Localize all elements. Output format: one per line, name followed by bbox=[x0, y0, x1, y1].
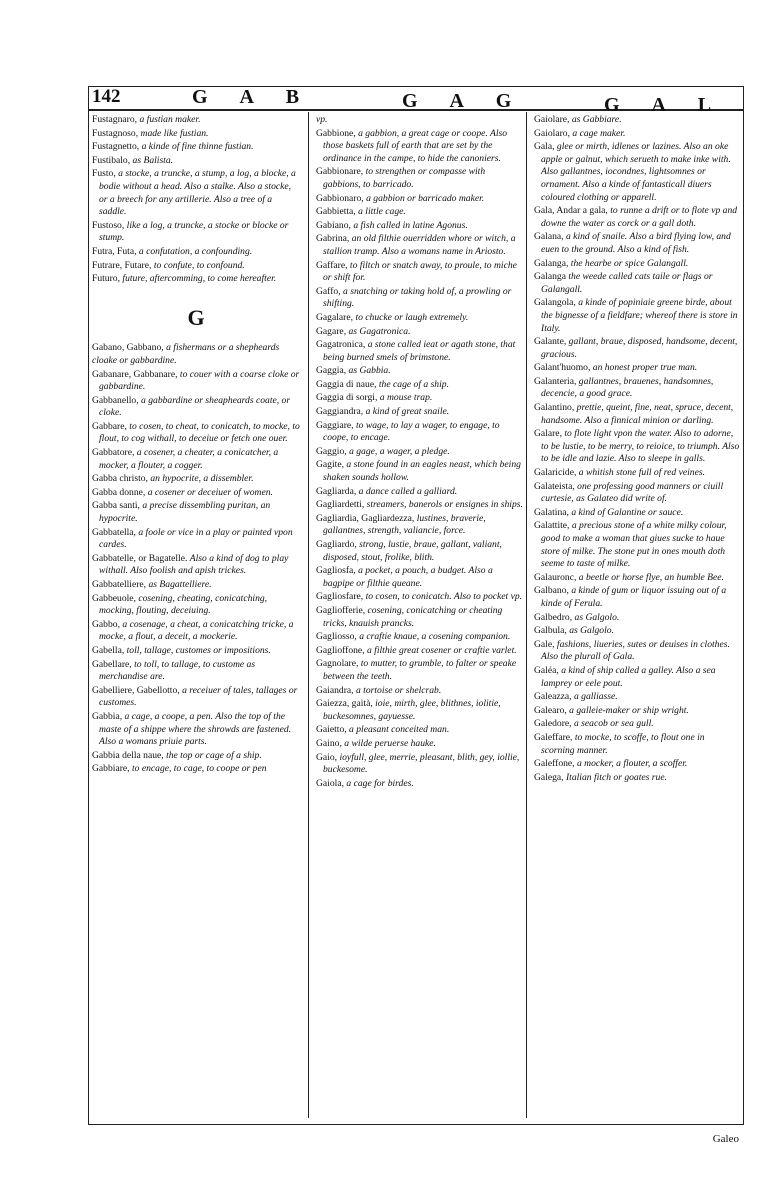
headword: Gagalare, bbox=[316, 311, 354, 323]
dictionary-entry bbox=[316, 698, 524, 723]
definition: the hearbe or spice Galangall. bbox=[570, 257, 689, 269]
headword: Gabbiare, bbox=[92, 763, 130, 775]
dictionary-entry bbox=[316, 446, 524, 459]
definition: as Gabbiare. bbox=[571, 114, 622, 125]
headword: Gaiolare, bbox=[534, 114, 570, 125]
definition: to cosen, to cheat, to conicatch, to mocke, to flout, to cog withall, to deceiue or fetch one ouer. bbox=[99, 420, 300, 445]
headword: Gaglioffone, bbox=[316, 644, 365, 656]
headword: Gagliarda, bbox=[316, 485, 357, 497]
headword: Galare, bbox=[534, 428, 562, 440]
dictionary-entry bbox=[316, 486, 524, 499]
headword: Galbula, bbox=[534, 625, 567, 637]
headword: Gagliofferie, bbox=[316, 604, 366, 616]
headword: Gabano, Gabbano, bbox=[92, 342, 164, 354]
headword: Gabelliere, Gabellotto, bbox=[92, 684, 180, 696]
definition: an old filthie ouerridden whore or witch, a stallion tramp. Also a womans name in Ariosto. bbox=[323, 233, 516, 257]
headword: Gaiezza, gaità, bbox=[316, 698, 373, 710]
definition: to confute, to confound. bbox=[153, 259, 245, 271]
dictionary-entry bbox=[92, 593, 300, 618]
dictionary-entry bbox=[92, 273, 300, 286]
headword: Galant'huomo, bbox=[534, 362, 591, 374]
running-head-left: G A B bbox=[192, 86, 314, 108]
definition: as Galgolo. bbox=[569, 625, 614, 637]
dictionary-entry bbox=[534, 336, 740, 361]
dictionary-entry bbox=[316, 420, 524, 445]
dictionary-entry bbox=[316, 565, 524, 590]
definition: a wilde peruerse hauke. bbox=[344, 737, 436, 749]
headword: Galeazza, bbox=[534, 691, 572, 703]
definition: a cage, a coope, a pen. Also the top of the maste of a shippe where the shrowds are fastened. Also a womans priuie parts. bbox=[99, 710, 292, 748]
dictionary-entry bbox=[92, 260, 300, 273]
definition: a precious stone of a white milky colour, good to make a woman that giues sucke to haue store of milke. The stone put in ones mouth doth seeme to taste of milke. bbox=[541, 520, 727, 570]
dictionary-entry bbox=[534, 758, 740, 771]
dictionary-entry bbox=[92, 155, 300, 168]
definition: a fishermans or a shepheards cloake or gabbardine. bbox=[92, 342, 280, 366]
column-rule bbox=[526, 112, 527, 1118]
definition: the cage of a ship. bbox=[378, 378, 449, 390]
headword: Fustagnetto, bbox=[92, 141, 140, 153]
dictionary-entry bbox=[534, 128, 740, 141]
headword: Gale, bbox=[534, 638, 555, 650]
dictionary-entry bbox=[534, 585, 740, 610]
dictionary-entry bbox=[92, 685, 300, 710]
headword: Galana, bbox=[534, 231, 564, 243]
definition: to flote light vpon the water. Also to adorne, to be lustie, to be merry, to reioice, to triumph. Also to be idle and lazie. Also to sleepe in galls. bbox=[541, 428, 740, 465]
dictionary-entry bbox=[316, 260, 524, 285]
dictionary-entry bbox=[316, 206, 524, 219]
dictionary-entry bbox=[534, 114, 740, 127]
headword: Futra, Futa, bbox=[92, 245, 137, 257]
definition: a filthie great cosener or craftie varlet. bbox=[366, 644, 517, 656]
column-1 bbox=[92, 114, 300, 777]
headword: Futuro, bbox=[92, 273, 120, 285]
definition: a mouse trap. bbox=[379, 392, 433, 404]
definition: a cage maker. bbox=[572, 127, 626, 139]
column-3 bbox=[534, 114, 740, 785]
headword: Gabrina, bbox=[316, 233, 350, 245]
headword: Galearo, bbox=[534, 704, 567, 716]
dictionary-entry bbox=[92, 579, 300, 592]
definition: a stocke, a truncke, a stump, a log, a blocke, a bodie without a head. Also a stalke. Also a stocke, or a breech for any artillerie. Also a tree of a saddle. bbox=[99, 168, 296, 218]
catchword: Galeo bbox=[712, 1133, 739, 1145]
dictionary-entry bbox=[534, 691, 740, 704]
dictionary-entry bbox=[534, 141, 740, 204]
dictionary-entry bbox=[316, 738, 524, 751]
dictionary-entry bbox=[316, 631, 524, 644]
headword: Gabella, bbox=[92, 644, 125, 656]
headword: Galbano, bbox=[534, 585, 569, 597]
definition: a cosener, a cheater, a conicatcher, a mocker, a flouter, a cogger. bbox=[99, 447, 279, 471]
definition: the top or cage of a ship. bbox=[166, 749, 262, 761]
dictionary-entry bbox=[92, 763, 300, 776]
dictionary-entry bbox=[534, 639, 740, 664]
dictionary-entry bbox=[534, 625, 740, 638]
entries-before-section bbox=[92, 114, 300, 286]
headword: Gagnolare, bbox=[316, 658, 359, 670]
headword: Futrare, Futare, bbox=[92, 259, 152, 271]
dictionary-entry bbox=[92, 342, 300, 367]
headword: Fustibalo, bbox=[92, 154, 131, 166]
headword: Gabellare, bbox=[92, 658, 132, 670]
definition: as Gabbia. bbox=[348, 365, 391, 377]
headword: Gaggia di sorgi, bbox=[316, 392, 378, 404]
definition: cosening, conicatching or cheating tricks, knauish prancks. bbox=[323, 604, 503, 629]
dictionary-entry bbox=[92, 527, 300, 552]
dictionary-entry bbox=[316, 193, 524, 206]
dictionary-entry bbox=[534, 362, 740, 375]
headword: Gabba santi, bbox=[92, 500, 140, 512]
definition: as Galgolo. bbox=[574, 611, 620, 623]
definition: as Bagattelliere. bbox=[148, 579, 212, 590]
definition: to filtch or snatch away, to proule, to miche or shift for. bbox=[323, 259, 517, 284]
dictionary-entry bbox=[92, 711, 300, 749]
dictionary-entry bbox=[316, 539, 524, 564]
definition: fashions, liueries, sutes or deuises in clothes. Also the plurall of Gala. bbox=[541, 638, 730, 663]
definition: like a log, a truncke, a stocke or blocke or stump. bbox=[99, 219, 289, 244]
headword: Galateista, bbox=[534, 480, 575, 492]
definition: a kind of ship called a galley. Also a sea lamprey or eele pout. bbox=[541, 664, 716, 689]
headword: Gabbare, bbox=[92, 420, 127, 432]
definition: toll, tallage, customes or impositions. bbox=[126, 644, 271, 656]
headword: Gagliardia, Gagliardezza, bbox=[316, 512, 415, 524]
definition: to strengthen or compasse with gabbions, to barricado. bbox=[323, 166, 486, 190]
page-number: 142 bbox=[92, 86, 121, 107]
dictionary-entry bbox=[316, 605, 524, 630]
dictionary-entry bbox=[316, 166, 524, 191]
dictionary-entry bbox=[534, 402, 740, 427]
definition: a kinde of fine thinne fustian. bbox=[141, 141, 254, 153]
definition: a kinde of gum or liquor issuing out of a kinde of Ferula. bbox=[541, 585, 727, 609]
definition: strong, lustie, braue, gallant, valiant, disposed, stout, frolike, blith. bbox=[323, 539, 502, 563]
dictionary-entry bbox=[534, 732, 740, 757]
dictionary-entry bbox=[534, 428, 740, 466]
dictionary-entry bbox=[316, 752, 524, 777]
dictionary-entry bbox=[92, 487, 300, 500]
headword: Gabbia della naue, bbox=[92, 749, 164, 761]
dictionary-entry bbox=[316, 406, 524, 419]
dictionary-entry bbox=[92, 645, 300, 658]
column-rule bbox=[308, 112, 309, 1118]
definition: to wage, to lay a wager, to engage, to coope, to encage. bbox=[323, 419, 500, 444]
dictionary-entry bbox=[92, 114, 300, 127]
definition: streamers, banerols or ensignes in ships. bbox=[366, 499, 523, 511]
headword: Gagliosfare, bbox=[316, 591, 364, 603]
definition: gallantnes, brauenes, handsomnes, decencie, a good grace. bbox=[541, 375, 714, 400]
headword: Gagare, bbox=[316, 325, 347, 337]
headword: Fusto, bbox=[92, 168, 116, 180]
headword: Fustagnaro, bbox=[92, 114, 138, 125]
headword: Galanga, bbox=[534, 257, 569, 269]
definition: a kind of Galantine or sauce. bbox=[571, 506, 684, 518]
dictionary-entry bbox=[316, 379, 524, 392]
dictionary-entry bbox=[534, 376, 740, 401]
headword: Galeffare, bbox=[534, 731, 573, 743]
headword: Galangola, bbox=[534, 297, 576, 309]
dictionary-entry bbox=[316, 220, 524, 233]
headword: Gaio, bbox=[316, 751, 338, 763]
headword: Gabbia, bbox=[92, 710, 123, 722]
definition: Italian fitch or goates rue. bbox=[565, 771, 667, 783]
dictionary-entry bbox=[316, 778, 524, 791]
definition: to encage, to cage, to coope or pen bbox=[131, 763, 267, 775]
dictionary-entry bbox=[534, 271, 740, 296]
headword: Gagliardo, bbox=[316, 539, 357, 550]
definition: a gabbardine or sheapheards coate, or cloke. bbox=[99, 394, 291, 419]
definition: a stone found in an eagles neast, which being shaken sounds hollow. bbox=[323, 459, 521, 484]
headword: Gabanare, Gabbanare, bbox=[92, 368, 178, 380]
headword: Gabba christo, bbox=[92, 473, 148, 485]
definition: to runne a drift or to flote vp and downe the water as corck or a gall doth. bbox=[541, 205, 738, 229]
headword: Galéa, bbox=[534, 664, 559, 676]
headword: Gabbo, bbox=[92, 618, 120, 630]
dictionary-entry bbox=[92, 447, 300, 472]
definition: a snatching or taking hold of, a prowling or shifting. bbox=[323, 285, 512, 310]
definition: a confutation, a confounding. bbox=[138, 245, 253, 257]
definition: a cosenage, a cheat, a conicatching tricke, a mocke, a flout, a deceit, a mockerie. bbox=[99, 618, 294, 643]
definition: the weede called cats taile or flags or Galangall. bbox=[541, 271, 713, 295]
headword: Gagatronica, bbox=[316, 339, 366, 351]
definition: made like fustian. bbox=[140, 127, 209, 139]
headword: Galbedro, bbox=[534, 611, 573, 623]
headword: Gaggia di naue, bbox=[316, 378, 377, 390]
headword: Gala, bbox=[534, 141, 555, 153]
definition: prettie, queint, fine, neat, spruce, decent, handsome. Also a finnical minion or darling. bbox=[541, 402, 734, 426]
dictionary-entry bbox=[534, 572, 740, 585]
headword: Gabbietta, bbox=[316, 206, 356, 218]
definition: a galliasse. bbox=[573, 691, 618, 703]
definition: a stone called ieat or agath stone, that being burned smels of brimstone. bbox=[323, 339, 516, 363]
definition: as Balista. bbox=[132, 154, 174, 166]
headword: Galante, bbox=[534, 336, 567, 348]
dictionary-entry bbox=[92, 168, 300, 218]
dictionary-entry bbox=[534, 665, 740, 690]
running-head-center: G A G bbox=[402, 90, 526, 112]
headword: Galattite, bbox=[534, 520, 570, 532]
dictionary-entry bbox=[534, 718, 740, 731]
page-header bbox=[92, 86, 742, 116]
headword: Fustoso, bbox=[92, 219, 125, 231]
definition: glee or mirth, idlenes or lazines. Also an oke apple or galnut, which serueth to make inke with. Also gallantnes, iocondnes, lightsomnes or ornament. Also a kinde of fantasticall diuers coloured clothing or apparell. bbox=[541, 141, 731, 203]
headword: Gabbatore, bbox=[92, 447, 135, 459]
dictionary-entry bbox=[316, 499, 524, 512]
dictionary-entry bbox=[534, 705, 740, 718]
dictionary-entry bbox=[92, 369, 300, 394]
definition: an honest proper true man. bbox=[592, 362, 698, 374]
headword: Gaiola, bbox=[316, 777, 344, 789]
dictionary-entry bbox=[316, 365, 524, 378]
definition: one professing good manners or ciuill curtesie, as Galateo did write of. bbox=[541, 480, 724, 505]
dictionary-entry bbox=[534, 231, 740, 256]
headword: Gabbatella, bbox=[92, 526, 136, 538]
definition: future, aftercomming, to come hereafter. bbox=[122, 273, 277, 285]
definition: a kinde of popiniaie greene birde, about the bignesse of a fieldfare; whereof there is store in Italy. bbox=[541, 297, 738, 334]
dictionary-entry bbox=[534, 507, 740, 520]
definition: a precise dissembling puritan, an hypocrite. bbox=[99, 500, 271, 525]
dictionary-entry bbox=[316, 459, 524, 484]
headword: Gabiano, bbox=[316, 219, 351, 231]
dictionary-entry bbox=[316, 286, 524, 311]
dictionary-entry bbox=[316, 233, 524, 258]
definition: to mutter, to grumble, to falter or speake between the teeth. bbox=[323, 658, 517, 682]
definition: a fish called in latine Agonus. bbox=[353, 219, 468, 231]
dictionary-entry bbox=[534, 481, 740, 506]
headword: Gabbanello, bbox=[92, 394, 139, 406]
definition: as Gagatronica. bbox=[348, 325, 411, 337]
dictionary-entry bbox=[534, 205, 740, 230]
dictionary-entry bbox=[316, 128, 524, 166]
definition: a fustian maker. bbox=[139, 114, 201, 125]
dictionary-entry bbox=[92, 750, 300, 763]
dictionary-entry bbox=[316, 685, 524, 698]
headword: Galaricide, bbox=[534, 467, 577, 479]
definition: vp. bbox=[316, 114, 328, 125]
headword: Gaggia, bbox=[316, 365, 347, 377]
headword: Gaffare, bbox=[316, 259, 348, 271]
dictionary-entry bbox=[92, 421, 300, 446]
headword: Galeffone, bbox=[534, 758, 575, 770]
headword: Fustagnoso, bbox=[92, 127, 139, 139]
running-head-right: G A L bbox=[604, 94, 726, 116]
headword: Galantino, bbox=[534, 402, 575, 414]
definition: a gabbion, a great cage or coope. Also those baskets full of earth that are set by the ordinance in the campe, to hide the canoniers. bbox=[323, 127, 508, 164]
definition: a whitish stone full of red veines. bbox=[578, 467, 705, 479]
dictionary-entry bbox=[92, 553, 300, 578]
definition: an hypocrite, a dissembler. bbox=[150, 473, 254, 485]
dictionary-entry bbox=[534, 612, 740, 625]
headword: Gagliosso, bbox=[316, 631, 357, 643]
definition: a pleasant conceited man. bbox=[349, 724, 450, 736]
definition: a kind of great snaile. bbox=[365, 406, 450, 418]
headword: Gabbatelle, or Bagatelle. bbox=[92, 552, 188, 564]
entries-section-g bbox=[92, 342, 300, 776]
dictionary-entry bbox=[316, 392, 524, 405]
entries bbox=[534, 114, 740, 784]
definition: a foole or vice in a play or painted vpon cardes. bbox=[99, 526, 293, 551]
definition: a tortoise or shelcrab. bbox=[355, 684, 442, 696]
dictionary-entry bbox=[316, 645, 524, 658]
definition: a pocket, a pouch, a budget. Also a bagpipe or filthie queane. bbox=[323, 565, 493, 589]
definition: to toll, to tallage, to custome as merchandise are. bbox=[99, 658, 256, 683]
dictionary-entry bbox=[316, 591, 524, 604]
column-2 bbox=[316, 114, 524, 791]
headword: Gaggio, bbox=[316, 445, 347, 457]
dictionary-entry bbox=[316, 114, 524, 127]
dictionary-entry bbox=[92, 128, 300, 141]
headword: Galatina, bbox=[534, 506, 569, 518]
dictionary-entry bbox=[316, 312, 524, 325]
definition: a beetle or horse flye, an humble Bee. bbox=[578, 571, 724, 583]
headword: Galedore, bbox=[534, 718, 572, 730]
dictionary-entry bbox=[534, 772, 740, 785]
definition: gallant, braue, disposed, handsome, decent, gracious. bbox=[541, 336, 738, 360]
headword: Gabbeuole, bbox=[92, 592, 136, 604]
dictionary-entry bbox=[534, 258, 740, 271]
headword: Gagliardetti, bbox=[316, 499, 365, 511]
dictionary-entry bbox=[316, 724, 524, 737]
dictionary-entry bbox=[316, 658, 524, 683]
dictionary-entry bbox=[534, 297, 740, 335]
definition: ioie, mirth, glee, blithnes, iolitie, buckesomnes, gayuesse. bbox=[323, 698, 501, 722]
headword: Gabba donne, bbox=[92, 486, 146, 498]
definition: to mocke, to scoffe, to flout one in scorning manner. bbox=[541, 731, 705, 756]
headword: Gaggiandra, bbox=[316, 406, 364, 418]
dictionary-entry bbox=[92, 395, 300, 420]
headword: Gaiolaro, bbox=[534, 127, 570, 139]
dictionary-entry bbox=[92, 659, 300, 684]
definition: to chucke or laugh extremely. bbox=[355, 311, 469, 323]
dictionary-entry bbox=[316, 326, 524, 339]
entries bbox=[316, 114, 524, 790]
headword: Gagliosfa, bbox=[316, 565, 356, 577]
definition: a kind of snaile. Also a bird flying low, and euen to the ground. Also a kind of fish. bbox=[541, 231, 731, 255]
definition: ioyfull, glee, merrie, pleasant, blith, gey, iollie, buckesome. bbox=[323, 751, 520, 776]
definition: lustines, braverie, gallantnes, strength, valiancie, force. bbox=[323, 512, 486, 537]
headword: Galauronc, bbox=[534, 571, 577, 583]
definition: to couer with a coarse cloke or gabbardine. bbox=[99, 368, 300, 393]
headword: Gaietto, bbox=[316, 724, 347, 736]
headword: Gabbionare, bbox=[316, 166, 364, 178]
dictionary-entry bbox=[92, 500, 300, 525]
definition: a dance called a galliard. bbox=[358, 485, 458, 497]
headword: Gagite, bbox=[316, 459, 344, 471]
definition: a galleie-maker or ship wright. bbox=[569, 704, 689, 716]
definition: a gabbion or barricado maker. bbox=[366, 192, 485, 204]
definition: a little cage. bbox=[358, 206, 406, 218]
headword: Galanga bbox=[534, 271, 566, 283]
headword: Galanteria, bbox=[534, 375, 577, 387]
headword: Gabbionaro, bbox=[316, 192, 364, 204]
definition: cosening, cheating, conicatching, mocking, flouting, deceiuing. bbox=[99, 592, 268, 617]
headword: Gabbatelliere, bbox=[92, 579, 147, 590]
definition: a receiuer of tales, tallages or customes. bbox=[99, 684, 298, 709]
dictionary-entry bbox=[534, 467, 740, 480]
section-letter: G bbox=[187, 304, 205, 330]
definition: to cosen, to conicatch. Also to pocket vp. bbox=[365, 591, 523, 603]
dictionary-entry bbox=[92, 220, 300, 245]
dictionary-entry bbox=[316, 513, 524, 538]
dictionary-entry bbox=[316, 339, 524, 364]
definition: a cage for birdes. bbox=[346, 777, 414, 789]
definition: a seacob or sea gull. bbox=[573, 718, 654, 730]
headword: Gaino, bbox=[316, 737, 342, 749]
definition: Also a kind of dog to play withall. Also foolish and apish trickes. bbox=[99, 552, 289, 577]
headword: Gaggiare, bbox=[316, 419, 354, 431]
definition: a gage, a wager, a pledge. bbox=[349, 445, 450, 457]
dictionary-entry bbox=[92, 246, 300, 259]
dictionary-entry bbox=[92, 141, 300, 154]
headword: Galega, bbox=[534, 771, 564, 783]
definition: a craftie knaue, a cosening companion. bbox=[359, 631, 511, 643]
headword: Gabbione, bbox=[316, 127, 356, 139]
dictionary-entry bbox=[92, 473, 300, 486]
dictionary-entry bbox=[92, 619, 300, 644]
headword: Gaiandra, bbox=[316, 684, 354, 696]
definition: a mocker, a flouter, a scoffer. bbox=[576, 758, 688, 770]
headword: Gala, Andar a gala, bbox=[534, 205, 608, 217]
definition: a cosener or deceiuer of women. bbox=[147, 486, 273, 498]
headword: Gaffo, bbox=[316, 285, 341, 297]
dictionary-entry bbox=[534, 520, 740, 570]
